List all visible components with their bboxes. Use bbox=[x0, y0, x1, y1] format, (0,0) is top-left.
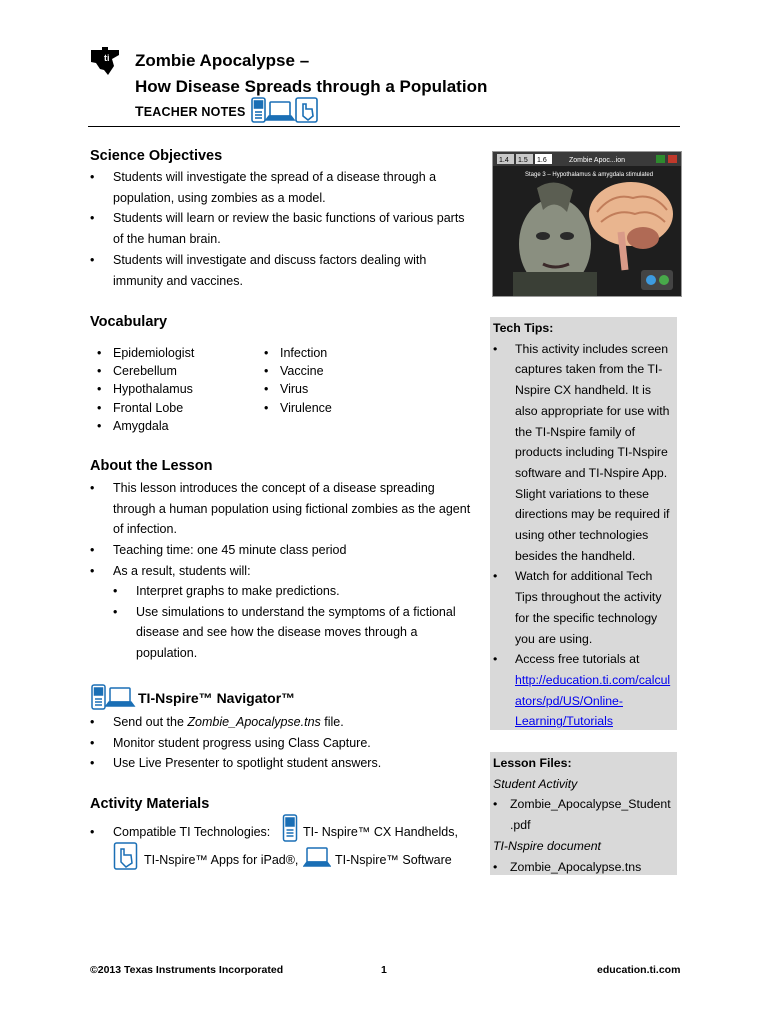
svg-text:ti: ti bbox=[104, 53, 110, 63]
list-item: • Infection bbox=[264, 344, 424, 362]
laptop-icon bbox=[266, 102, 294, 120]
texas-instruments-logo bbox=[88, 46, 122, 76]
screen-tab: 1.6 bbox=[537, 157, 547, 164]
student-activity-label: Student Activity bbox=[493, 776, 578, 791]
tutorials-link[interactable]: http://education.ti.com/calcul ators/pd/US/Online- Learning/Tutorials bbox=[515, 672, 671, 729]
navigator-heading: TI-Nspire™ Navigator™ bbox=[138, 690, 296, 706]
list-item: • As a result, students will: bbox=[90, 561, 490, 582]
list-item: • Epidemiologist bbox=[97, 344, 257, 362]
ipad-icon bbox=[296, 98, 317, 122]
activity-materials-heading: Activity Materials bbox=[90, 796, 210, 812]
screen-doc-title: Zombie Apoc...ion bbox=[569, 157, 626, 164]
science-objectives-list bbox=[90, 167, 480, 291]
file-item[interactable]: • Zombie_Apocalypse_Student .pdf bbox=[493, 794, 677, 835]
list-item: • This activity includes screen captures taken from the TI- Nspire CX handheld. It is also appropriate for use with the TI-Nspire family of products including TI-Nspire software and TI-Nspire App. Slight variations to these directions may be required if using other technologies besides the handheld. bbox=[493, 339, 677, 567]
lesson-files-content bbox=[493, 753, 677, 877]
screen-caption: Stage 3 – Hypothalamus & amygdala stimulated bbox=[525, 172, 654, 178]
handheld-icon bbox=[252, 98, 265, 122]
list-item: • Students will learn or review the basic functions of various parts of the human brain. bbox=[90, 208, 480, 249]
list-item: • Students will investigate and discuss factors dealing with immunity and vaccines. bbox=[90, 250, 480, 291]
materials-line-1: • Compatible TI Technologies: bbox=[90, 825, 271, 839]
laptop-icon bbox=[106, 688, 134, 706]
list-item: • Hypothalamus bbox=[97, 380, 257, 398]
footer-website: education.ti.com bbox=[597, 964, 681, 976]
list-item: • This lesson introduces the concept of a disease spreading through a human population using fictional zombies as the agent of infection. bbox=[90, 478, 490, 540]
footer-copyright: ©2013 Texas Instruments Incorporated bbox=[90, 964, 284, 976]
list-item: • Send out the Zombie_Apocalypse.tns file. bbox=[90, 712, 490, 733]
list-item: • Teaching time: one 45 minute class period bbox=[90, 540, 490, 561]
handheld-icon bbox=[282, 814, 298, 842]
technology-icons bbox=[250, 96, 320, 124]
handheld-icon bbox=[92, 685, 105, 709]
screen-tab: 1.4 bbox=[499, 157, 509, 164]
tech-tips-heading: Tech Tips: bbox=[493, 321, 554, 335]
list-item: • Virulence bbox=[264, 399, 424, 417]
title-line-2: How Disease Spreads through a Population bbox=[135, 77, 488, 96]
list-item: • Use Live Presenter to spotlight student answers. bbox=[90, 753, 490, 774]
list-item: • Virus bbox=[264, 380, 424, 398]
vocabulary-heading: Vocabulary bbox=[90, 314, 168, 330]
tech-tips-content bbox=[493, 318, 677, 732]
file-item[interactable]: • Zombie_Apocalypse.tns bbox=[493, 857, 677, 878]
materials-handhelds: TI- Nspire™ CX Handhelds, bbox=[303, 825, 458, 839]
list-item: • Interpret graphs to make predictions. bbox=[113, 581, 493, 602]
about-lesson-sublist bbox=[113, 581, 493, 664]
teacher-notes-label: TEACHER NOTES bbox=[135, 103, 246, 119]
about-lesson-list bbox=[90, 478, 490, 582]
footer-page-number: 1 bbox=[381, 964, 387, 976]
navigator-icons bbox=[90, 684, 136, 710]
list-item: • Use simulations to understand the symptoms of a fictional disease and see how the disease moves through a population. bbox=[113, 602, 493, 664]
header-divider bbox=[88, 126, 680, 127]
tinspire-document-label: TI-Nspire document bbox=[493, 838, 601, 853]
list-item: • Monitor student progress using Class Capture. bbox=[90, 733, 490, 754]
list-item: • Cerebellum bbox=[97, 362, 257, 380]
list-item: • Amygdala bbox=[97, 417, 257, 435]
ipad-icon bbox=[113, 842, 139, 870]
battery-icon bbox=[656, 155, 665, 163]
list-item: • Vaccine bbox=[264, 362, 424, 380]
list-item: • Students will investigate the spread of a disease through a population, using zombies as a model. bbox=[90, 167, 480, 208]
file-name: Zombie_Apocalypse.tns bbox=[187, 715, 321, 729]
screen-tab: 1.5 bbox=[518, 157, 528, 164]
about-lesson-heading: About the Lesson bbox=[90, 458, 213, 474]
lesson-files-heading: Lesson Files: bbox=[493, 756, 572, 770]
list-item: • Frontal Lobe bbox=[97, 399, 257, 417]
title-line-1: Zombie Apocalypse – bbox=[135, 51, 310, 70]
science-objectives-heading: Science Objectives bbox=[90, 148, 223, 164]
laptop-icon bbox=[303, 846, 331, 868]
zombie-brain-illustration bbox=[493, 152, 681, 296]
close-icon bbox=[668, 155, 677, 163]
vocabulary-column-2 bbox=[264, 344, 424, 417]
handheld-screenshot bbox=[492, 151, 682, 297]
vocabulary-column-1 bbox=[97, 344, 257, 435]
list-item: • Watch for additional Tech Tips throughout the activity for the specific technology you are using. bbox=[493, 566, 677, 649]
navigator-list bbox=[90, 712, 490, 774]
materials-ipad-apps: TI-Nspire™ Apps for iPad®, bbox=[144, 853, 299, 867]
list-item: • Access free tutorials at http://education.ti.com/calcul ators/pd/US/Online- Learning/Tutorials bbox=[493, 649, 677, 732]
materials-software: TI-Nspire™ Software bbox=[335, 853, 452, 867]
